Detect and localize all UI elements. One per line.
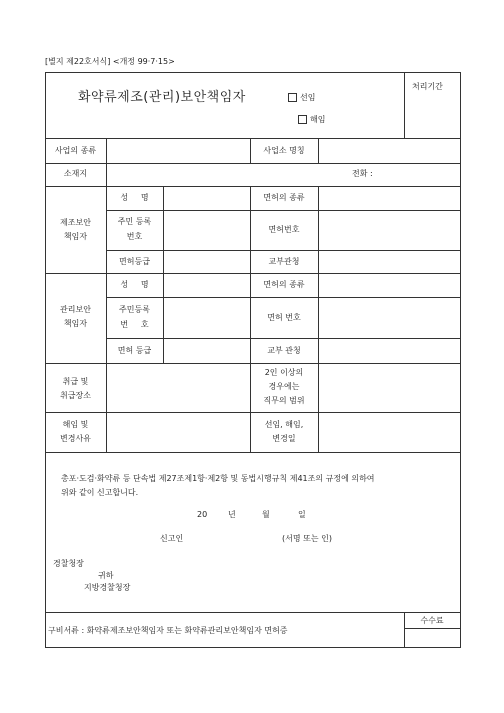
business-type-label: 사업의 종류 bbox=[54, 146, 97, 155]
manufacture-officer-label-2: 책임자 bbox=[63, 232, 88, 241]
management-name-field[interactable] bbox=[164, 274, 249, 296]
management-resident-label-1: 주민등록 bbox=[119, 305, 150, 314]
duty-scope-label-3: 직무의 범위 bbox=[263, 396, 305, 405]
change-reason-field[interactable] bbox=[107, 413, 249, 451]
management-officer-label-2: 책임자 bbox=[63, 319, 88, 328]
management-license-no-label: 면허 번호 bbox=[267, 313, 301, 322]
manufacture-issuer-label: 교부관청 bbox=[268, 257, 300, 266]
recipient-line-1: 경찰청장 bbox=[53, 559, 84, 568]
form-title: 화약류제조(관리)보안책임자 bbox=[78, 90, 246, 105]
business-name-field[interactable] bbox=[319, 139, 459, 162]
management-license-no-field[interactable] bbox=[319, 298, 459, 337]
manufacture-license-no-label: 면허번호 bbox=[268, 225, 300, 234]
recipient-line-3: 지방경찰청장 bbox=[84, 583, 131, 592]
duty-scope-label-1: 2인 이상의 bbox=[264, 368, 304, 377]
date-year: 20 bbox=[197, 510, 208, 519]
business-name-label: 사업소 명칭 bbox=[263, 146, 305, 155]
management-issuer-field[interactable] bbox=[319, 339, 459, 362]
management-license-type-field[interactable] bbox=[319, 274, 459, 296]
dismiss-checkbox[interactable] bbox=[298, 115, 307, 124]
frame-top bbox=[45, 72, 461, 73]
form-header-note: [별지 제22호서식] <개정 99·7·15> bbox=[45, 57, 175, 66]
change-reason-label-1: 해임 및 bbox=[62, 420, 89, 429]
location-field[interactable] bbox=[107, 164, 347, 185]
frame-bottom bbox=[45, 647, 461, 648]
management-grade-field[interactable] bbox=[164, 339, 249, 362]
signature-label: (서명 또는 인) bbox=[282, 534, 332, 543]
manufacture-license-type-label: 면허의 종류 bbox=[263, 193, 305, 202]
change-date-field[interactable] bbox=[319, 413, 459, 451]
manufacture-issuer-field[interactable] bbox=[319, 251, 459, 272]
appoint-checkbox[interactable] bbox=[288, 93, 297, 102]
date-month-unit: 월 bbox=[262, 510, 270, 519]
handling-label-1: 취급 및 bbox=[62, 377, 89, 386]
management-resident-label-2: 번 호 bbox=[120, 320, 149, 329]
phone-label: 전화 : bbox=[352, 169, 373, 178]
location-label: 소재지 bbox=[63, 169, 88, 178]
frame-left bbox=[45, 72, 46, 648]
manufacture-license-type-field[interactable] bbox=[319, 187, 459, 209]
dismiss-option[interactable] bbox=[298, 115, 325, 125]
statement-line-1: 총포·도검·화약류 등 단속법 제27조제1항·제2항 및 동법시행규칙 제41조의 규정에 의하여 bbox=[61, 474, 375, 483]
handling-label-2: 취급장소 bbox=[60, 391, 91, 400]
appoint-label: 선임 bbox=[300, 93, 316, 102]
business-type-field[interactable] bbox=[107, 139, 249, 162]
manufacture-grade-label: 면허등급 bbox=[119, 257, 150, 266]
management-officer-label-1: 관리보안 bbox=[60, 305, 91, 314]
duty-scope-label-2: 경우에는 bbox=[268, 382, 300, 391]
date-day-unit: 일 bbox=[298, 510, 306, 519]
manufacture-resident-label-1: 주민 등록 bbox=[117, 217, 152, 226]
manufacture-resident-label-2: 번호 bbox=[126, 232, 143, 241]
manufacture-license-no-field[interactable] bbox=[319, 211, 459, 249]
duty-scope-field[interactable] bbox=[319, 364, 459, 411]
management-grade-label: 면허 등급 bbox=[117, 346, 152, 355]
change-date-label-2: 변경일 bbox=[272, 434, 296, 443]
manufacture-resident-field[interactable] bbox=[164, 211, 249, 249]
management-license-type-label: 면허의 종류 bbox=[263, 280, 305, 289]
required-docs: 구비서류 : 화약류제조보안책임자 또는 화약류관리보안책임자 면허증 bbox=[48, 626, 288, 635]
handling-field[interactable] bbox=[107, 364, 249, 411]
fee-label: 수수료 bbox=[420, 616, 444, 625]
management-resident-field[interactable] bbox=[164, 298, 249, 337]
processing-period-label: 처리기간 bbox=[412, 82, 443, 91]
frame-right bbox=[460, 72, 461, 648]
dismiss-label: 해임 bbox=[310, 115, 326, 124]
date-year-unit: 년 bbox=[228, 510, 236, 519]
manufacture-name-label: 성 명 bbox=[120, 193, 149, 202]
change-date-label-1: 선임, 해임, bbox=[264, 420, 304, 429]
recipient-line-2: 귀하 bbox=[98, 571, 114, 580]
manufacture-officer-label-1: 제조보안 bbox=[60, 218, 91, 227]
manufacture-grade-field[interactable] bbox=[164, 251, 249, 272]
management-name-label: 성 명 bbox=[120, 280, 149, 289]
change-reason-label-2: 변경사유 bbox=[60, 434, 91, 443]
manufacture-name-field[interactable] bbox=[164, 187, 249, 209]
management-issuer-label: 교부 관청 bbox=[267, 346, 301, 355]
appoint-option[interactable] bbox=[288, 93, 315, 103]
fee-field[interactable] bbox=[405, 629, 459, 647]
statement-line-2: 위와 같이 신고합니다. bbox=[61, 488, 139, 497]
applicant-label: 신고인 bbox=[160, 534, 184, 543]
